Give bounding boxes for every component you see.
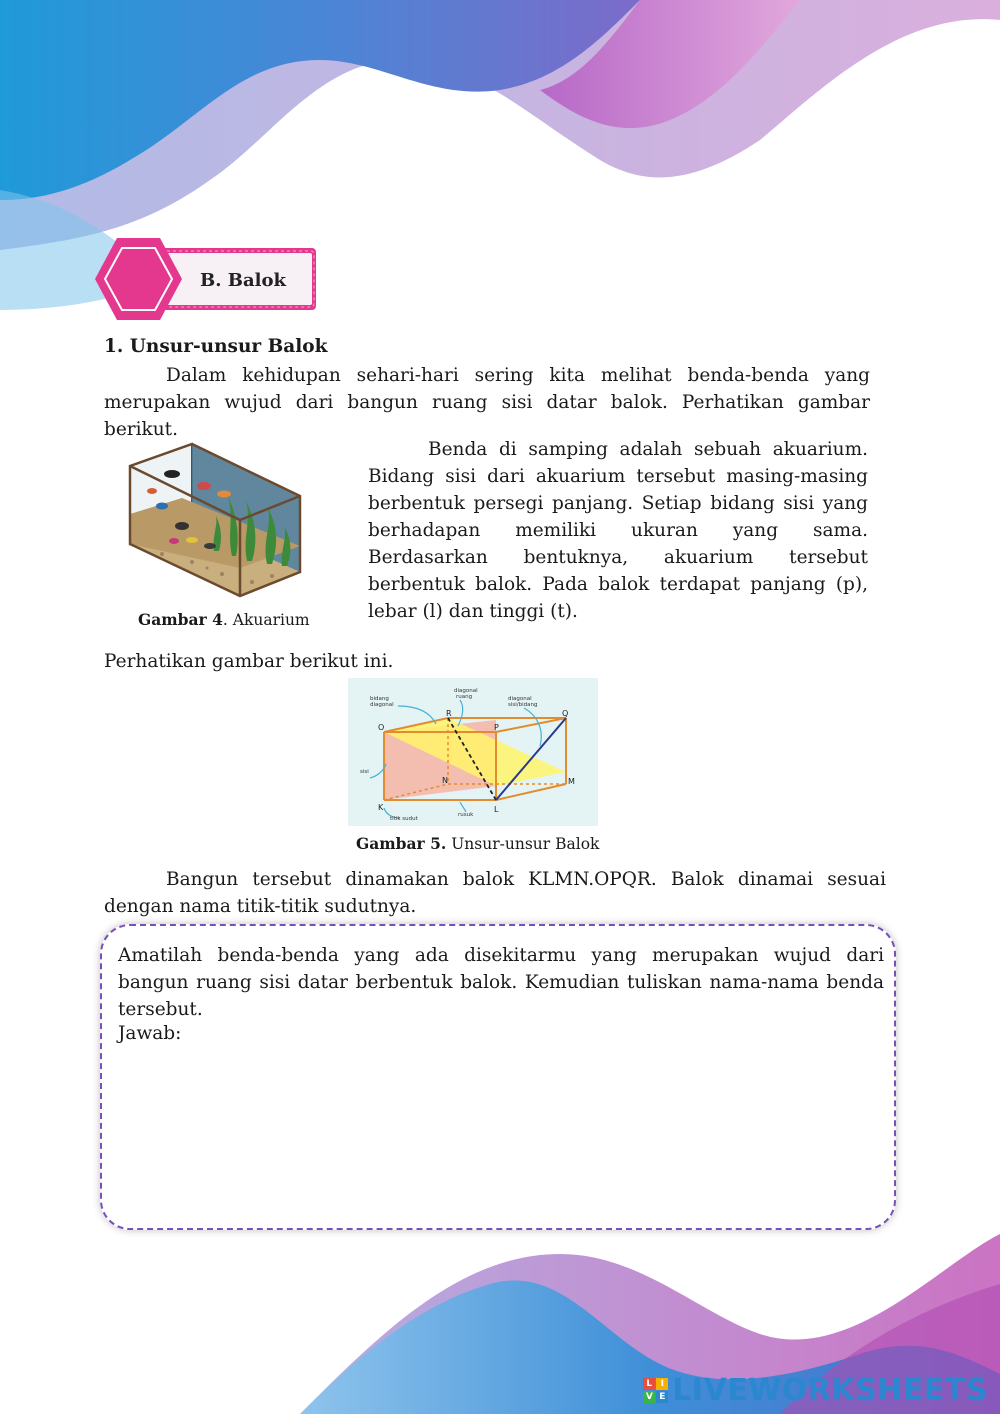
figure-4-caption: Gambar 4. Akuarium	[138, 610, 310, 629]
aquarium-description: Benda di samping adalah sebuah akuarium. Bidang sisi dari akuarium tersebut masing-masing berbentuk persegi panjang. Setiap bidang sisi yang berhadapan memiliki ukuran yang sama. Berdasarkan bentuknya, akuarium tersebut berbentuk balok. Pada balok terdapat panjang (p), lebar (l) dan tinggi (t).	[368, 439, 868, 622]
vertex-L: L	[494, 805, 499, 814]
observe-paragraph: Perhatikan gambar berikut ini.	[104, 651, 394, 672]
label-diagonal-sisi: diagonal	[508, 696, 532, 702]
figure-5-caption: Gambar 5. Unsur-unsur Balok	[356, 834, 600, 853]
vertex-P: P	[494, 723, 499, 732]
vertex-O: O	[378, 723, 385, 732]
liveworksheets-watermark	[643, 1373, 988, 1408]
label-diagonal-ruang-2: ruang	[456, 694, 473, 700]
label-rusuk: rusuk	[458, 812, 474, 818]
label-bidang-diagonal-2: diagonal	[370, 702, 394, 708]
section-title: B. Balok	[200, 270, 286, 291]
label-diagonal-ruang: diagonal	[454, 688, 478, 694]
liveworksheets-logo-icon: L I V E	[643, 1378, 668, 1403]
subsection-heading: 1. Unsur-unsur Balok	[104, 336, 328, 357]
vertex-K: K	[378, 803, 384, 812]
vertex-Q: Q	[562, 709, 569, 718]
label-sisi: sisi	[360, 769, 369, 775]
aquarium-illustration	[122, 436, 308, 602]
vertex-N: N	[442, 776, 448, 785]
label-titik-sudut: titik sudut	[390, 816, 418, 822]
liveworksheets-brand: LIVEWORKSHEETS	[672, 1373, 988, 1408]
task-prompt: Amatilah benda-benda yang ada disekitarmu yang merupakan wujud dari bangun ruang sisi datar berbentuk balok. Kemudian tuliskan nama-nama benda tersebut.	[118, 945, 884, 1020]
vertex-M: M	[568, 777, 575, 786]
answer-box[interactable]	[100, 924, 896, 1230]
intro-paragraph: Dalam kehidupan sehari-hari sering kita melihat benda-benda yang merupakan wujud dari bangun ruang sisi datar balok. Perhatikan gambar berikut.	[104, 365, 870, 440]
cuboid-diagram	[348, 678, 598, 826]
answer-label: Jawab:	[118, 1023, 182, 1044]
label-bidang-diagonal: bidang	[370, 696, 389, 702]
vertex-R: R	[446, 709, 452, 718]
label-diagonal-sisi-2: sisi/bidang	[508, 702, 538, 708]
naming-paragraph: Bangun tersebut dinamakan balok KLMN.OPQR. Balok dinamai sesuai dengan nama titik-titik sudutnya.	[104, 869, 886, 917]
